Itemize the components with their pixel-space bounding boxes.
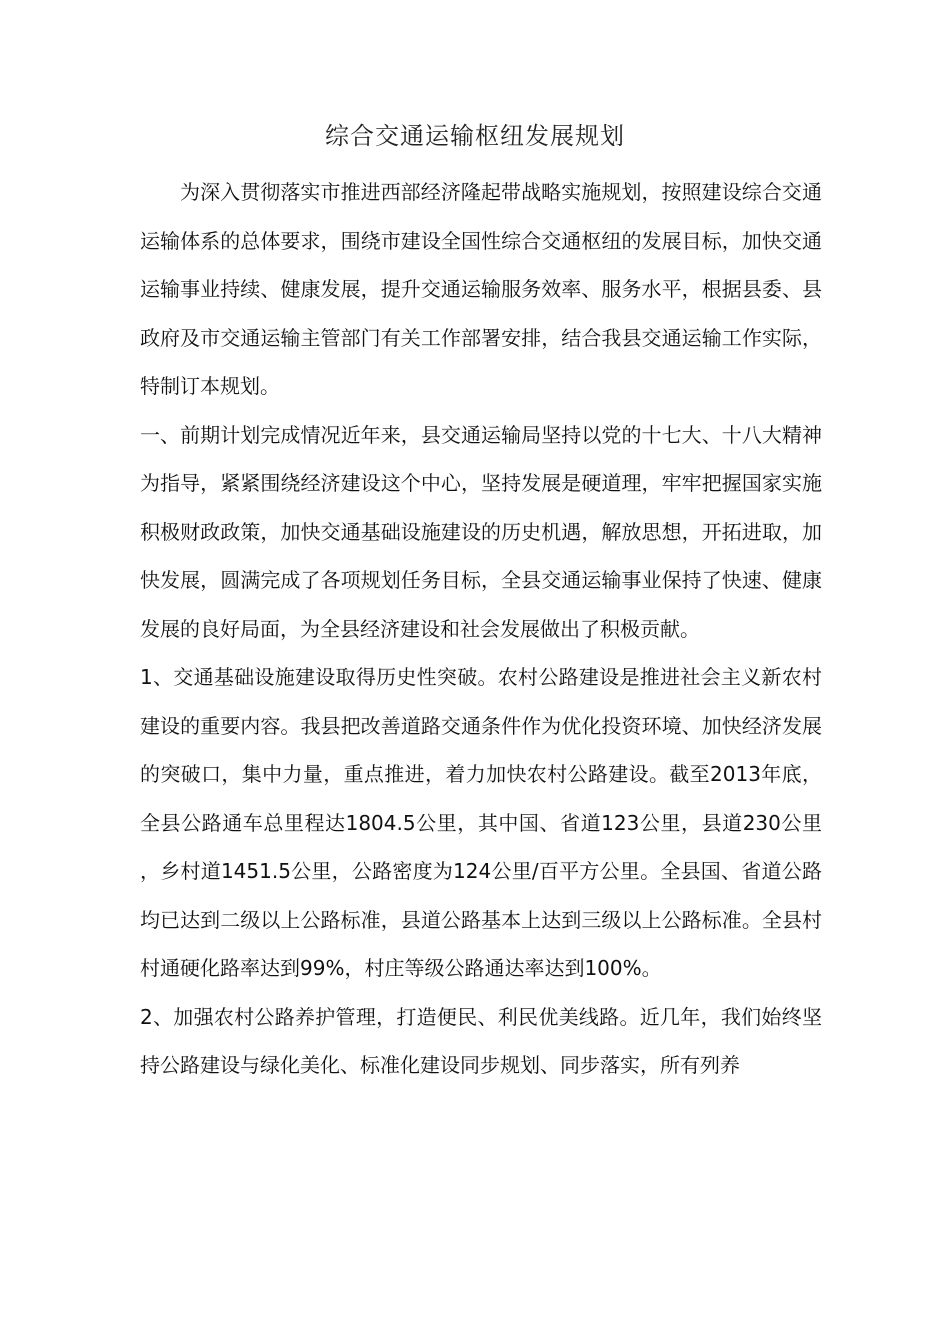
paragraph-intro: 为深入贯彻落实市推进西部经济隆起带战略实施规划，按照建设综合交通运输体系的总体要求，围绕市建设全国性综合交通枢纽的发展目标，加快交通运输事业持续、健康发展，提升交通运输服务效率、服务水平，根据县委、县政府及市交通运输主管部门有关工作部署安排，结合我县交通运输工作实际，特制订本规划。 xyxy=(140,180,822,398)
paragraph-item-2: 2、加强农村公路养护管理，打造便民、利民优美线路。近几年，我们始终坚持公路建设与绿化美化、标准化建设同步规划、同步落实，所有列养 xyxy=(140,1004,822,1077)
document-title: 综合交通运输枢纽发展规划 xyxy=(325,122,625,150)
paragraph-item-1: 1、交通基础设施建设取得历史性突破。农村公路建设是推进社会主义新农村建设的重要内容。我县把改善道路交通条件作为优化投资环境、加快经济发展的突破口，集中力量，重点推进，着力加快农村公路建设。截至2013年底，全县公路通车总里程达1804.5公里，其中国、省道123公里，县道230公里，乡村道1451.5公里，公路密度为124公里/百平方公里。全县国、省道公路均已达到二级以上公路标准，县道公路基本上达到三级以上公路标准。全县村村通硬化路率达到99%，村庄等级公路通达率达到100%。 xyxy=(140,665,822,980)
paragraph-section-1: 一、前期计划完成情况近年来，县交通运输局坚持以党的十七大、十八大精神为指导，紧紧围绕经济建设这个中心，坚持发展是硬道理，牢牢把握国家实施积极财政政策，加快交通基础设施建设的历史机遇，解放思想，开拓进取，加快发展，圆满完成了各项规划任务目标，全县交通运输事业保持了快速、健康发展的良好局面，为全县经济建设和社会发展做出了积极贡献。 xyxy=(140,422,822,641)
document-body xyxy=(140,168,822,1090)
